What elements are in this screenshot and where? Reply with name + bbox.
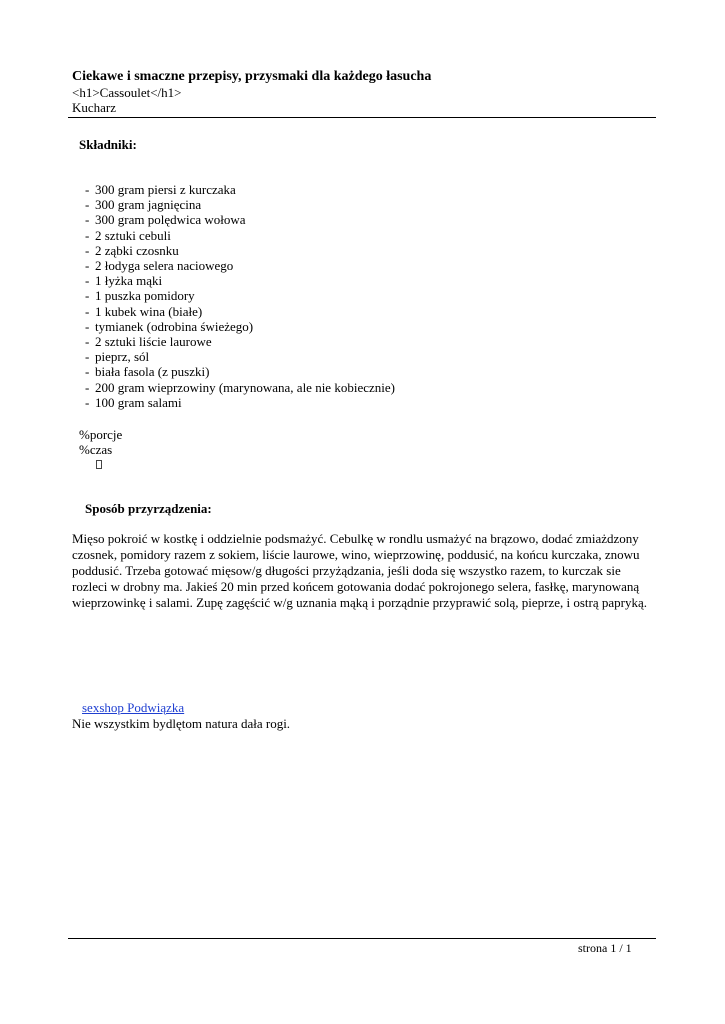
ingredient-item <box>85 304 395 319</box>
ingredient-text: 1 puszka pomidory <box>95 288 195 304</box>
ingredient-item <box>85 258 395 273</box>
ingredient-item <box>85 197 395 212</box>
ingredients-heading: Składniki: <box>79 137 137 152</box>
ingredient-bullet: - <box>85 394 90 410</box>
missing-glyph-icon <box>96 460 102 469</box>
ingredient-text: 100 gram salami <box>95 394 182 410</box>
ingredient-text: 300 gram polędwica wołowa <box>95 212 246 228</box>
ingredient-bullet: - <box>85 349 90 365</box>
ingredient-bullet: - <box>85 318 90 334</box>
ingredient-bullet: - <box>85 258 90 274</box>
ingredient-item <box>85 319 395 334</box>
ingredient-text: 2 sztuki liście laurowe <box>95 334 212 350</box>
method-heading: Sposób przyrządzenia: <box>85 501 212 516</box>
ingredient-bullet: - <box>85 379 90 395</box>
ingredients-list <box>85 182 395 410</box>
recipe-meta <box>79 427 122 472</box>
ingredient-text: 1 kubek wina (białe) <box>95 303 203 319</box>
time-placeholder: %czas <box>79 442 113 457</box>
ingredient-item <box>85 395 395 410</box>
header-divider <box>68 117 656 118</box>
sexshop-link[interactable]: sexshop Podwiązka <box>82 700 185 715</box>
page-header <box>72 68 656 115</box>
site-title: Ciekawe i smaczne przepisy, przysmaki dla każdego łasucha <box>72 69 432 84</box>
footer-divider <box>68 938 656 939</box>
ingredient-bullet: - <box>85 334 90 350</box>
ingredient-text: 300 gram jagnięcina <box>95 197 202 213</box>
ingredient-bullet: - <box>85 242 90 258</box>
ingredient-item <box>85 182 395 197</box>
page-number: strona 1 / 1 <box>578 941 632 955</box>
ingredient-bullet: - <box>85 227 90 243</box>
servings-placeholder: %porcje <box>79 427 123 442</box>
ingredient-bullet: - <box>85 288 90 304</box>
ingredient-text: biała fasola (z puszki) <box>95 364 210 380</box>
quote-text: Nie wszystkim bydlętom natura dała rogi. <box>72 716 291 731</box>
ingredient-item <box>85 364 395 379</box>
ingredient-item <box>85 349 395 364</box>
ingredient-text: 300 gram piersi z kurczaka <box>95 182 236 197</box>
ingredient-item <box>85 288 395 303</box>
ingredient-item <box>85 380 395 395</box>
ingredient-bullet: - <box>85 364 90 380</box>
ingredient-item <box>85 334 395 349</box>
ingredient-text: 2 ząbki czosnku <box>95 242 179 258</box>
ingredient-bullet: - <box>85 212 90 228</box>
ingredient-text: 1 łyżka mąki <box>95 273 163 289</box>
ingredient-text: 200 gram wieprzowiny (marynowana, ale nie kobiecznie) <box>95 379 395 395</box>
ingredient-bullet: - <box>85 273 90 289</box>
ingredient-bullet: - <box>85 182 90 197</box>
ingredient-item <box>85 273 395 288</box>
ingredient-text: pieprz, sól <box>95 349 150 365</box>
ingredient-bullet: - <box>85 197 90 213</box>
ingredient-text: 2 sztuki cebuli <box>95 227 171 243</box>
ingredient-item <box>85 212 395 227</box>
ingredient-item <box>85 243 395 258</box>
author-label: Kucharz <box>72 100 117 115</box>
recipe-title: <h1>Cassoulet</h1> <box>72 85 182 100</box>
ingredient-text: 2 łodyga selera naciowego <box>95 258 234 274</box>
ingredient-text: tymianek (odrobina świeżego) <box>95 318 254 334</box>
ingredient-bullet: - <box>85 303 90 319</box>
ingredient-item <box>85 228 395 243</box>
method-text: Mięso pokroić w kostkę i oddzielnie podsmażyć. Cebulkę w rondlu usmażyć na brązowo, dodać zmiażdzony czosnek, pomidory razem z sokiem, liście laurowe, wino, wieprzowinę, poddusić, na końcu kurczaka, znowu poddusić. Trzeba gotować mięsow/g długości przyżądzania, jeśli doda się wszystko razem, to kurczak sie rozleci w drobny ma. Jakieś 20 min przed końcem gotowania dodać pokrojonego selera, fasłkę, marynowaną wieprzowinkę i salami. Zupę zagęścić w/g uznania mąką i porządnie przyprawić solą, pieprze, i ostrą papryką. <box>72 531 648 610</box>
